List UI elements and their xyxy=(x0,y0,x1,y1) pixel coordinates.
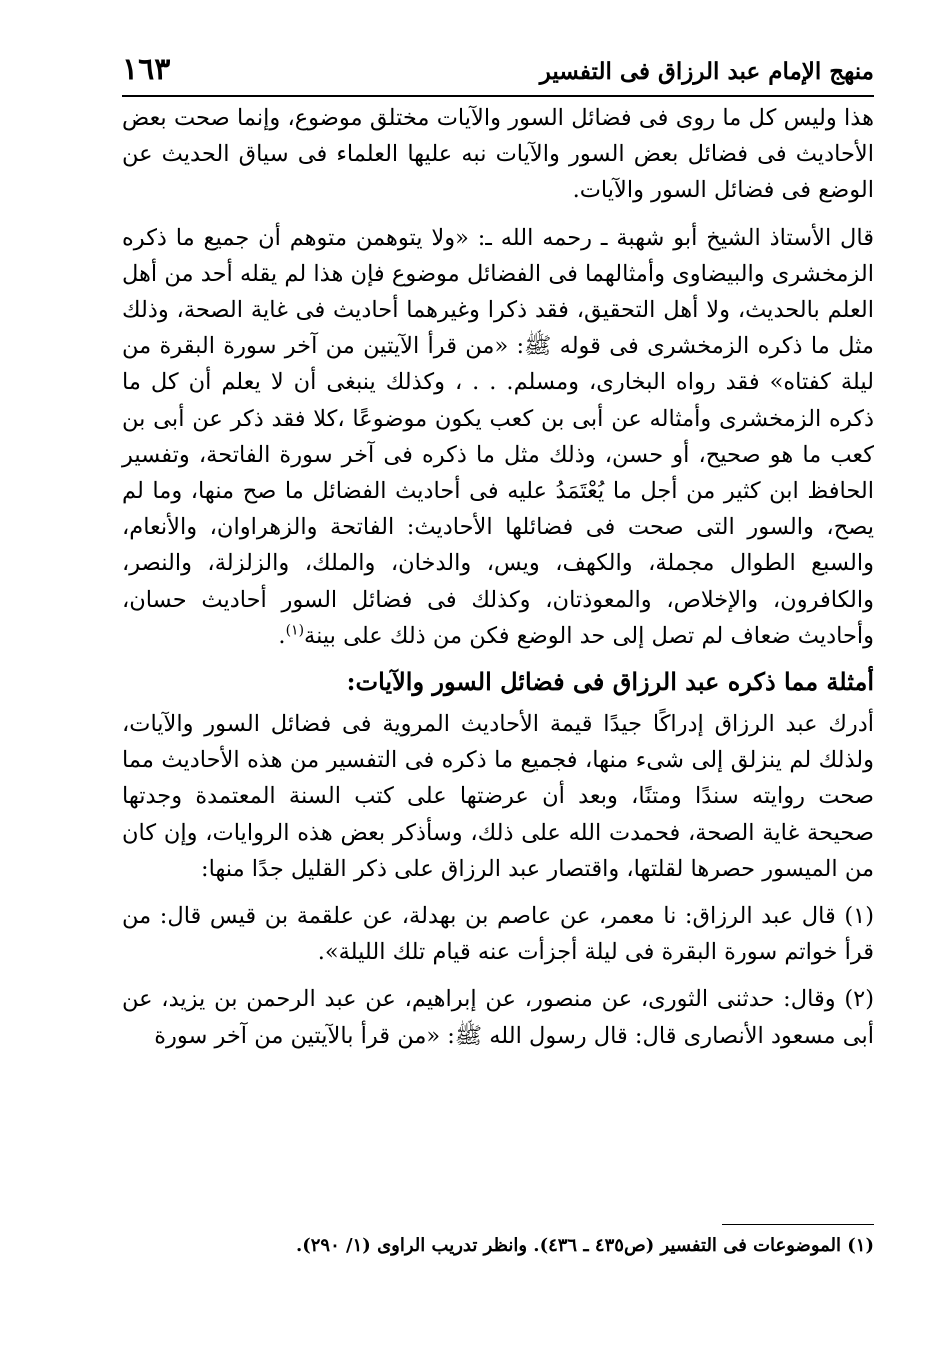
footnote-divider xyxy=(722,1224,874,1225)
quote-end: . xyxy=(278,622,286,649)
footnote-marker: (١) xyxy=(285,622,305,639)
quote-text: قال الأستاذ الشيخ أبو شهبة ـ رحمه الله ـ: «ولا يتوهمن متوهم أن جميع ما ذكره الزمخشرى والبيضاوى وأمثالهما فى الفضائل موضوع فإن هذا لم يقله أحد من أهل العلم بالحديث، ولا أهل التحقيق، فقد ذكرا وغيرهما أحاديث فى غاية الصحة، وذلك مثل ما ذكره الزمخشرى فى قوله ﷺ: «من قرأ الآيتين من آخر سورة البقرة من ليلة كفتاه» فقد رواه البخارى، ومسلم. . . ، وكذلك ينبغى أن لا يعلم أن كل ما ذكره الزمخشرى وأمثاله عن أبى بن كعب يكون موضوعًا ،كلا فقد ذكر عن أبى بن كعب ما هو صحيح، أو حسن، وذلك مثل ما ذكره فى آخر سورة الفاتحة، وتفسير الحافظ ابن كثير من أجل ما يُعْتَمَدُ عليه فى أحاديث الفضائل ما صح منها، وما لم يصح، والسور التى صحت فى فضائلها الأحاديث: الفاتحة والزهراوان، والأنعام، والسبع الطوال مجملة، والكهف، ويس، والدخان، والملك، والزلزلة، والنصر، والكافرون، والإخلاص، والمعوذتان، وكذلك فى فضائل السور أحاديث حسان، وأحاديث ضعاف لم تصل إلى حد الوضع فكن من ذلك على بينة xyxy=(122,224,874,649)
paragraph-section: أدرك عبد الرزاق إدراكًا جيدًا قيمة الأحاديث المروية فى فضائل السور والآيات، ولذلك لم ينزلق إلى شىء منها، فجميع ما ذكره فى التفسير من هذه الأحاديث مما صحت روايته سندًا ومتنًا، وبعد أن عرضتها على كتب السنة المعتمدة وجدتها صحيحة غاية الصحة، فحمدت الله على ذلك، وسأذكر بعض هذه الروايات، وإن كان من الميسور حصرها لقلتها، واقتصار عبد الرزاق على ذكر القليل جدًا منها: xyxy=(122,711,874,882)
header-divider xyxy=(122,95,874,97)
paragraph-intro: هذا وليس كل ما روى فى فضائل السور والآيات مختلق موضوع، وإنما صحت بعض الأحاديث فى فضائل بعض السور والآيات نبه عليها العلماء فى سياق الحديث عن الوضع فى فضائل السور والآيات. xyxy=(122,105,874,204)
footnote: (١) الموضوعات فى التفسير (ص٤٣٥ ـ ٤٣٦). وانظر تدريب الراوى (١/ ٢٩٠). xyxy=(295,1235,874,1256)
section-heading: أمثلة مما ذكره عبد الرزاق فى فضائل السور والآيات: xyxy=(346,667,874,697)
page-body xyxy=(122,100,874,1054)
paragraph-quote xyxy=(122,220,874,654)
paragraph-example-2: (٢) وقال: حدثنى الثورى، عن منصور، عن إبراهيم، عن عبد الرحمن بن يزيد، عن أبى مسعود الأنصارى قال: قال رسول الله ﷺ: «من قرأ بالآيتين من آخر سورة xyxy=(122,986,874,1049)
header-title: منهج الإمام عبد الرزاق فى التفسير xyxy=(539,58,874,85)
paragraph-example-1: (١) قال عبد الرزاق: نا معمر، عن عاصم بن بهدلة، عن علقمة بن قيس قال: من قرأ خواتم سورة البقرة فى ليلة أجزأت عنه قيام تلك الليلة». xyxy=(122,903,874,966)
running-header xyxy=(122,52,874,96)
page-number: ١٦٣ xyxy=(122,52,171,87)
